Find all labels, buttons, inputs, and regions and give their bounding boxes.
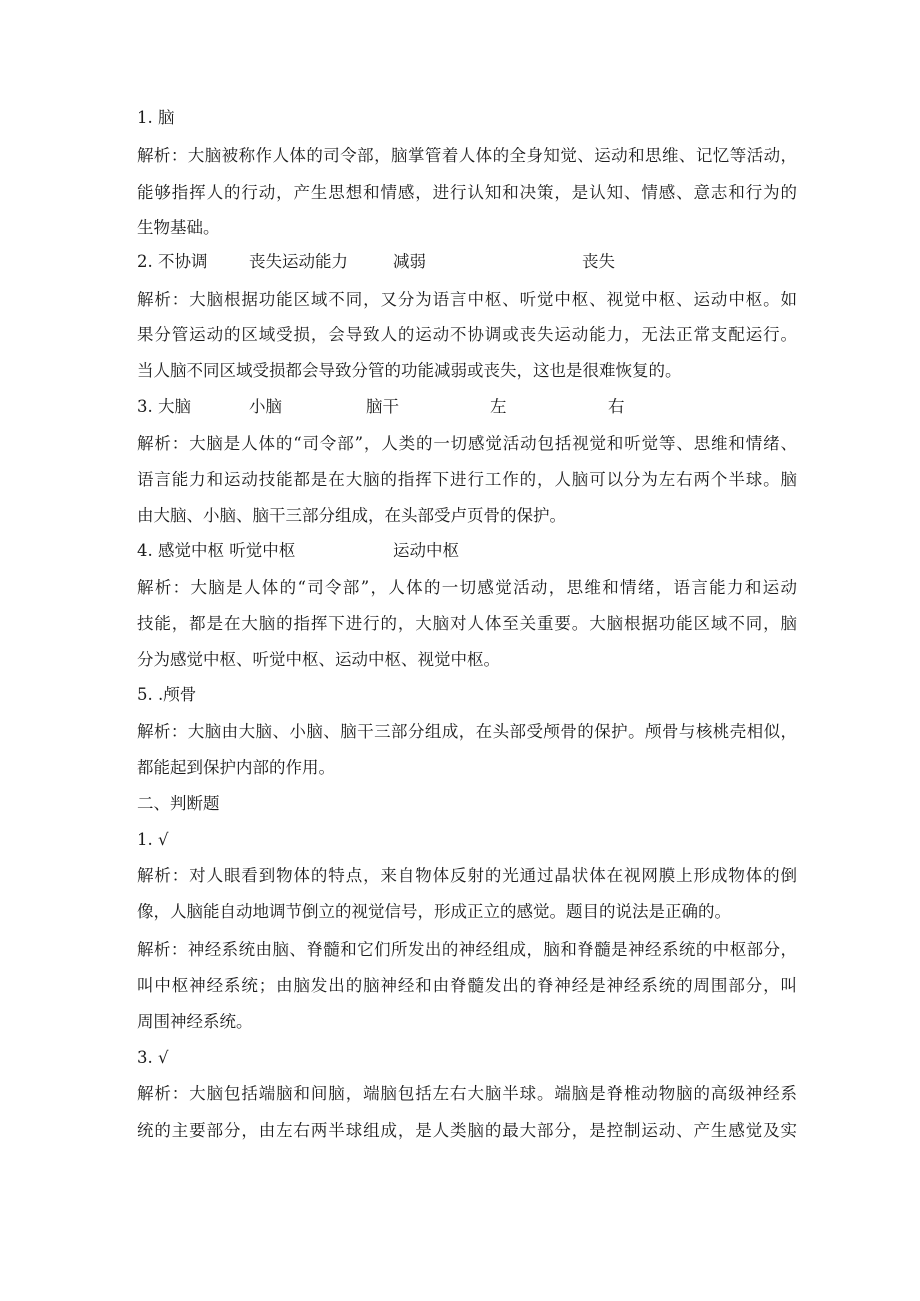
- answer-2-part-4: 丧失: [582, 252, 615, 271]
- answer-3-part-4: 左: [490, 397, 507, 416]
- answer-4-part-2: 运动中枢: [393, 541, 459, 560]
- explanation-3-line-3: 由大脑、小脑、脑干三部分组成，在头部受卢页骨的保护。: [137, 506, 566, 525]
- judge-explanation-3-line-2: 统的主要部分，由左右两半球组成，是人类脑的最大部分，是控制运动、产生感觉及实: [137, 1121, 797, 1140]
- explanation-1-line-1: 解析：大脑被称作人体的司令部，脑掌管着人体的全身知觉、运动和思维、记忆等活动，: [137, 146, 797, 165]
- judge-explanation-3-line-1: 解析：大脑包括端脑和间脑，端脑包括左右大脑半球。端脑是脊椎动物脑的高级神经系: [137, 1084, 797, 1103]
- judge-explanation-1-line-1: 解析：对人眼看到物体的特点，来自物体反射的光通过晶状体在视网膜上形成物体的倒: [137, 866, 797, 885]
- explanation-4-line-1: 解析：大脑是人体的“司令部”，人体的一切感觉活动，思维和情绪，语言能力和运动: [137, 578, 797, 597]
- answer-4-part-1: 4. 感觉中枢 听觉中枢: [137, 541, 296, 560]
- explanation-3-line-1: 解析：大脑是人体的“司令部”，人类的一切感觉活动包括视觉和听觉等、思维和情绪、: [137, 434, 797, 453]
- explanation-2-line-2: 果分管运动的区域受损，会导致人的运动不协调或丧失运动能力，无法正常支配运行。: [137, 325, 797, 344]
- explanation-4-line-3: 分为感觉中枢、听觉中枢、运动中枢、视觉中枢。: [137, 650, 500, 669]
- answer-3-part-1: 3. 大脑: [137, 397, 191, 416]
- judge-answer-1: 1. √: [137, 830, 169, 849]
- explanation-3-line-2: 语言能力和运动技能都是在大脑的指挥下进行工作的，人脑可以分为左右两个半球。脑: [137, 470, 797, 489]
- explanation-2-line-3: 当人脑不同区域受损都会导致分管的功能减弱或丧失，这也是很难恢复的。: [137, 361, 682, 380]
- explanation-1-line-3: 生物基础。: [137, 218, 220, 237]
- judge-explanation-2-line-3: 周围神经系统。: [137, 1012, 253, 1031]
- answer-2-part-3: 减弱: [393, 252, 426, 271]
- answer-2-part-2: 丧失运动能力: [249, 252, 348, 271]
- explanation-5-line-2: 都能起到保护内部的作用。: [137, 758, 335, 777]
- judge-answer-3: 3. √: [137, 1048, 169, 1067]
- answer-1: 1. 脑: [137, 108, 175, 127]
- explanation-1-line-2: 能够指挥人的行动，产生思想和情感，进行认知和决策，是认知、情感、意志和行为的: [137, 183, 797, 202]
- answer-2-part-1: 2. 不协调: [137, 252, 208, 271]
- judge-explanation-2-line-1: 解析：神经系统由脑、脊髓和它们所发出的神经组成，脑和脊髓是神经系统的中枢部分，: [137, 940, 797, 959]
- answer-3-part-3: 脑干: [366, 397, 399, 416]
- answer-3-part-5: 右: [608, 397, 625, 416]
- judge-explanation-1-line-2: 像，人脑能自动地调节倒立的视觉信号，形成正立的感觉。题目的说法是正确的。: [137, 902, 731, 921]
- explanation-5-line-1: 解析：大脑由大脑、小脑、脑干三部分组成，在头部受颅骨的保护。颅骨与核桃壳相似，: [137, 722, 797, 741]
- explanation-2-line-1: 解析：大脑根据功能区域不同，又分为语言中枢、听觉中枢、视觉中枢、运动中枢。如: [137, 290, 797, 309]
- answer-5: 5. .颅骨: [137, 685, 197, 704]
- judge-explanation-2-line-2: 叫中枢神经系统；由脑发出的脑神经和由脊髓发出的脊神经是神经系统的周围部分，叫: [137, 976, 797, 995]
- answer-3-part-2: 小脑: [249, 397, 282, 416]
- section-2-heading: 二、判断题: [137, 794, 220, 813]
- explanation-4-line-2: 技能，都是在大脑的指挥下进行的，大脑对人体至关重要。大脑根据功能区域不同，脑: [137, 614, 797, 633]
